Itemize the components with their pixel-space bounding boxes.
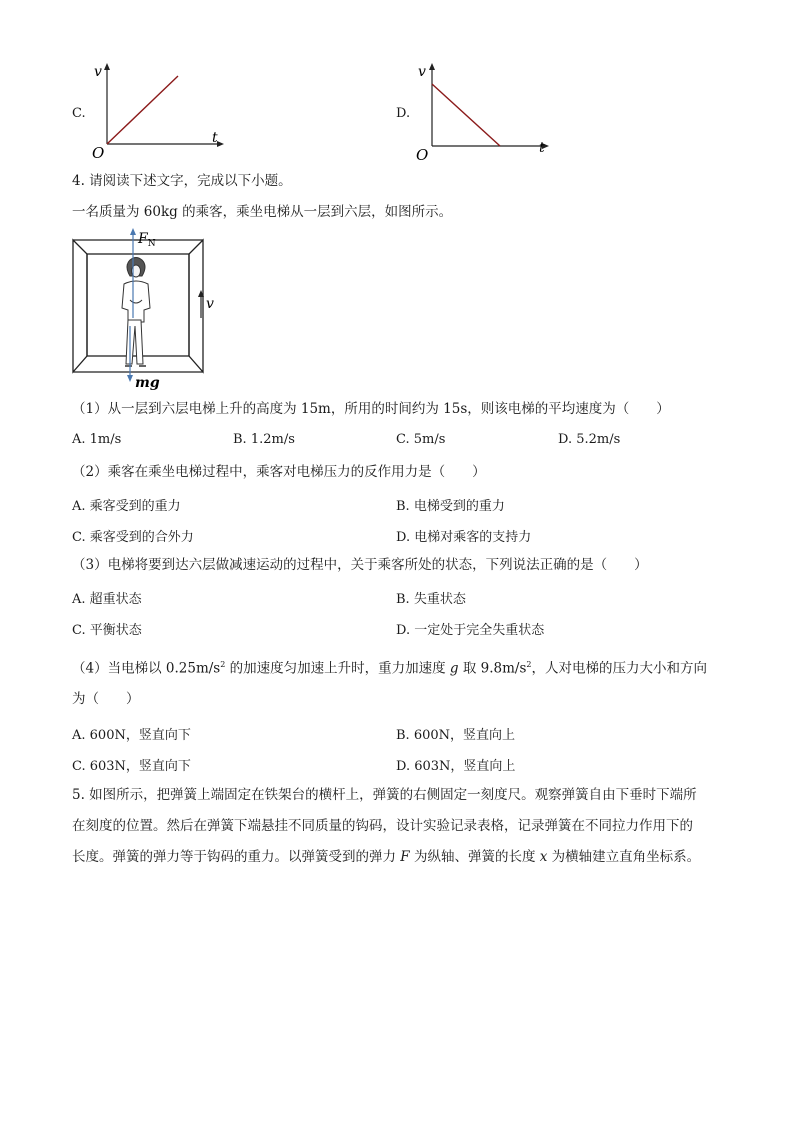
graph-c-v-arrow [104, 63, 110, 70]
q5-line3: 长度。弹簧的弹力等于钩码的重力。以弹簧受到的弹力 F 为纵轴、弹簧的长度 x 为横轴建立直角坐标系。 [72, 849, 701, 865]
q4-sub1-option-d[interactable]: D. 5.2m/s [558, 432, 621, 447]
gravity-arrowhead [127, 375, 133, 382]
velocity-label: v [206, 296, 214, 312]
graph-c-v-t [88, 58, 228, 166]
q4-sub1-option-a[interactable]: A. 1m/s [72, 432, 122, 447]
graph-c-t-label: t [212, 130, 218, 146]
q4-sub4-option-a[interactable]: A. 600N，竖直向下 [72, 728, 191, 743]
q4-sub2-option-b[interactable]: B. 电梯受到的重力 [396, 499, 505, 514]
q4-sub3-option-d[interactable]: D. 一定处于完全失重状态 [396, 623, 545, 638]
option-d-label: D. [396, 106, 411, 121]
normal-force-arrowhead [130, 228, 136, 235]
q4-sub4-option-b[interactable]: B. 600N，竖直向上 [396, 728, 516, 743]
option-c-label: C. [72, 106, 86, 121]
graph-d-line [432, 84, 500, 146]
q4-sub4-option-c[interactable]: C. 603N，竖直向下 [72, 759, 191, 774]
graph-c-line [107, 76, 178, 144]
graph-c-v-label: v [94, 64, 102, 80]
q4-sub1-option-c[interactable]: C. 5m/s [396, 432, 446, 447]
fn-label: $F_N$ [138, 231, 156, 249]
q4-sub3-option-c[interactable]: C. 平衡状态 [72, 623, 142, 638]
elevator-figure [68, 226, 228, 392]
passenger-figure [122, 258, 150, 367]
q4-sub3-option-b[interactable]: B. 失重状态 [396, 592, 466, 607]
graph-d-v-arrow [429, 63, 435, 70]
q5-line1: 5. 如图所示，把弹簧上端固定在铁架台的横杆上，弹簧的右侧固定一刻度尺。观察弹簧自由下垂时下端所 [72, 787, 697, 803]
q4-sub2-option-d[interactable]: D. 电梯对乘客的支持力 [396, 530, 532, 545]
graph-d-v-label: v [418, 64, 426, 80]
graph-d-v-t [412, 58, 552, 166]
graph-c-t-arrow [217, 141, 224, 147]
q4-sub3-option-a[interactable]: A. 超重状态 [72, 592, 142, 607]
graph-c-origin-label: O [92, 144, 105, 162]
q4-intro: 一名质量为 60kg 的乘客，乘坐电梯从一层到六层，如图所示。 [72, 204, 453, 220]
q4-sub4-stem: （4）当电梯以 $0.25m/s^2$ 的加速度匀加速上升时，重力加速度 g 取 $9.8m/s^2$，人对电梯的压力大小和方向 [72, 660, 707, 677]
q4-sub2-option-c[interactable]: C. 乘客受到的合外力 [72, 530, 194, 545]
q4-sub3-stem: （3）电梯将要到达六层做减速运动的过程中，关于乘客所处的状态，下列说法正确的是（ ） [72, 557, 648, 573]
q5-line2: 在刻度的位置。然后在弹簧下端悬挂不同质量的钩码，设计实验记录表格，记录弹簧在不同拉力作用下的 [72, 818, 693, 834]
mg-label: mg [135, 375, 160, 391]
graph-d-t-label: t [539, 140, 545, 156]
q4-sub2-option-a[interactable]: A. 乘客受到的重力 [72, 499, 181, 514]
q4-sub2-stem: （2）乘客在乘坐电梯过程中，乘客对电梯压力的反作用力是（ ） [72, 464, 486, 480]
q4-sub4-stem-line2: 为（ ） [72, 691, 140, 707]
graph-d-origin-label: O [416, 146, 429, 164]
q4-sub1-option-b[interactable]: B. 1.2m/s [233, 432, 295, 447]
q4-sub4-option-d[interactable]: D. 603N，竖直向上 [396, 759, 516, 774]
elevator-left-door [73, 240, 87, 372]
q4-header: 4. 请阅读下述文字，完成以下小题。 [72, 173, 292, 189]
q4-sub1-stem: （1）从一层到六层电梯上升的高度为 15m，所用的时间约为 15s，则该电梯的平均速度为（ ） [72, 401, 670, 417]
